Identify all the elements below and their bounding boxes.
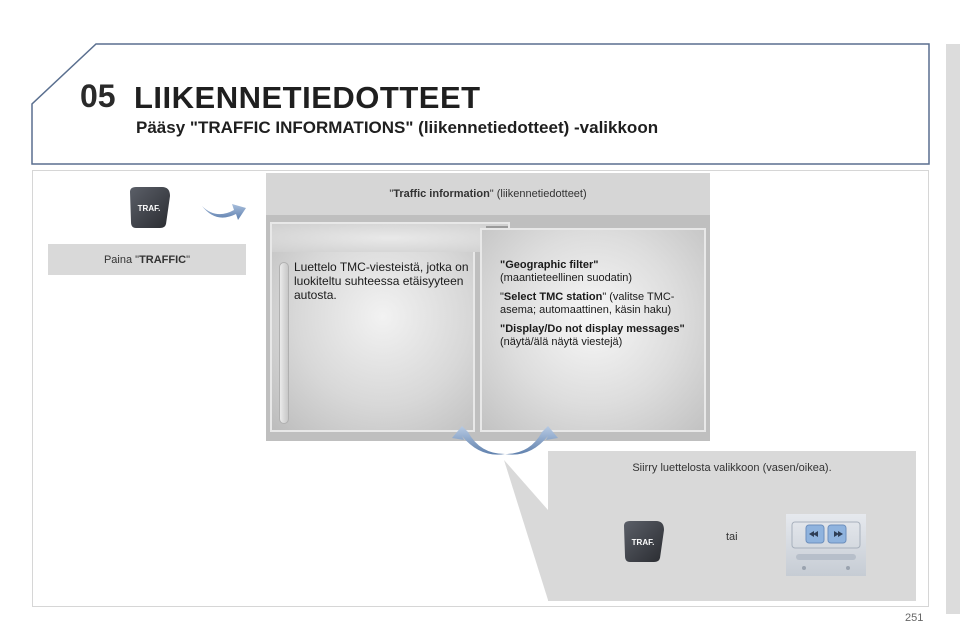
curved-arrow-icon (200, 196, 248, 222)
option-1-rest: (maantieteellinen suodatin) (500, 272, 633, 284)
option-2-rest: " (valitse TMC-asema; automaattinen, käsin haku) (500, 291, 675, 316)
side-strip (946, 44, 960, 614)
option-2-quote: " (500, 291, 504, 303)
menu-option-select-tmc-station[interactable] (500, 291, 705, 317)
screen-title-bold: Traffic information (393, 188, 490, 200)
page-subtitle: Pääsy "TRAFFIC INFORMATIONS" (liikennetiedotteet) -valikkoon (136, 118, 659, 137)
traffic-button-label: TRAF. (137, 204, 161, 213)
option-3-bold: "Display/Do not display messages" (500, 323, 685, 335)
option-3-rest: (näytä/älä näytä viestejä) (500, 336, 623, 348)
menu-option-display-messages[interactable] (500, 323, 705, 349)
chapter-number: 05 (80, 78, 116, 114)
press-prefix: Paina " (103, 253, 140, 266)
option-2-bold: Select TMC station (503, 291, 603, 303)
menu-options (500, 259, 705, 355)
press-traffic-instruction (48, 244, 246, 275)
screen-title-bar (266, 173, 710, 215)
panel-tab (270, 222, 510, 252)
page-title: LIIKENNETIEDOTTEET (134, 80, 481, 115)
option-1-bold: "Geographic filter" (500, 259, 599, 271)
message-list-description: Luettelo TMC-viesteistä, jotka on luokiteltu suhteessa etäisyyteen autosta. (294, 260, 469, 302)
or-label: tai (726, 531, 738, 543)
press-suffix: " (186, 253, 191, 266)
press-key: TRAFFIC (139, 253, 187, 266)
screen-title-rest: " (liikennetiedotteet) (489, 188, 587, 200)
traffic-button-icon-2 (620, 518, 666, 564)
screen-title-quote: " (389, 188, 394, 200)
traffic-button-icon (126, 184, 172, 230)
info-text: Siirry luettelosta valikkoon (vasen/oikea). (632, 462, 832, 474)
menu-option-geographic-filter[interactable] (500, 259, 705, 285)
message-list-panel[interactable] (270, 222, 475, 432)
traffic-button-label-2: TRAF. (631, 538, 655, 547)
scrollbar[interactable] (279, 262, 289, 424)
page-number: 251 (905, 612, 924, 624)
control-panel-icon (786, 514, 866, 576)
